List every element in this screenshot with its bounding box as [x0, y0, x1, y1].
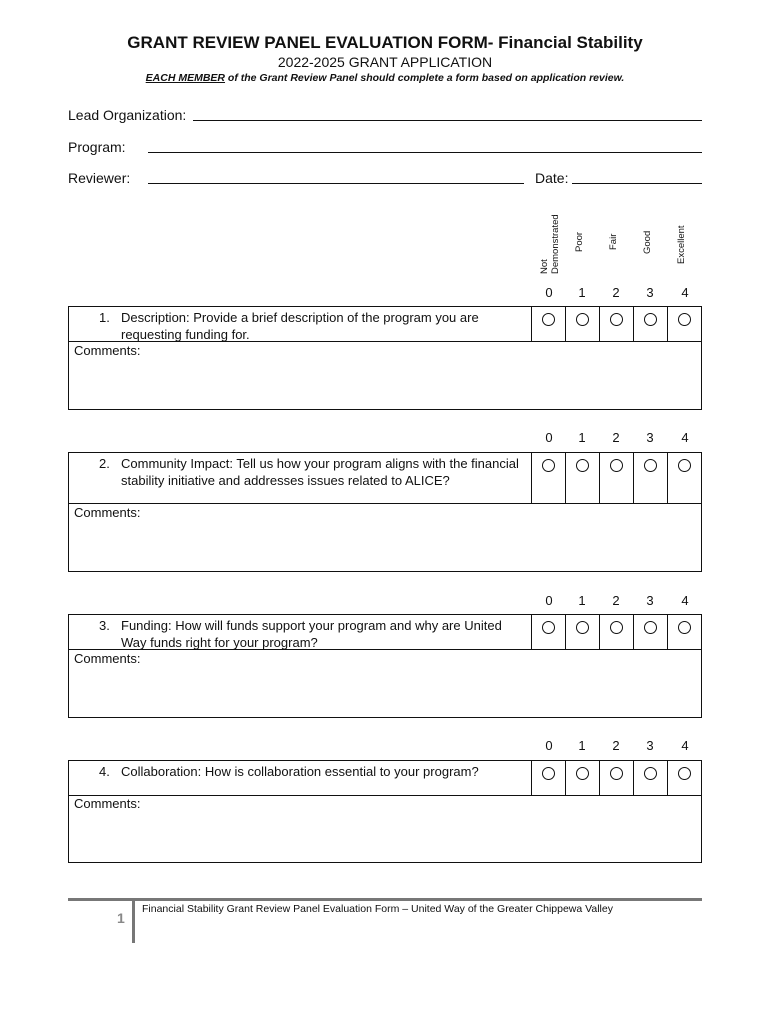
score-3: 3 [646, 285, 654, 300]
radio-cell [532, 761, 566, 796]
comments-label-3: Comments: [74, 651, 141, 666]
instruction-text: of the Grant Review Panel should complete a form based on application review. [225, 72, 625, 84]
score-4: 4 [681, 738, 689, 753]
question-block-3 [68, 614, 702, 718]
score-3: 3 [646, 593, 654, 608]
radio-q4-score-1[interactable] [576, 767, 589, 780]
question-body: Funding: How will funds support your program and why are United Way funds right for your program? [121, 618, 502, 650]
comments-label-4: Comments: [74, 796, 141, 811]
radio-q2-score-0[interactable] [542, 459, 555, 472]
radio-q1-score-0[interactable] [542, 313, 555, 326]
scale-label-not-demonstrated: Not Demonstrated [539, 214, 561, 274]
date-field[interactable] [572, 183, 702, 184]
footer-text: Financial Stability Grant Review Panel Evaluation Form – United Way of the Greater Chippewa Valley [142, 903, 613, 915]
score-4: 4 [681, 285, 689, 300]
question-number: 1. [99, 310, 110, 325]
radio-q3-score-4[interactable] [678, 621, 691, 634]
scale-label-good: Good [642, 230, 653, 254]
score-1: 1 [578, 593, 586, 608]
question-text-1 [69, 307, 532, 342]
score-0: 0 [545, 593, 553, 608]
footer-vertical-divider [132, 899, 135, 943]
question-text-2 [69, 453, 532, 504]
question-block-4 [68, 760, 702, 863]
radio-q2-score-1[interactable] [576, 459, 589, 472]
reviewer-label: Reviewer: [68, 170, 131, 186]
radio-q3-score-0[interactable] [542, 621, 555, 634]
radio-q1-score-4[interactable] [678, 313, 691, 326]
score-1: 1 [578, 738, 586, 753]
scale-label-excellent: Excellent [676, 225, 687, 264]
radio-q3-score-2[interactable] [610, 621, 623, 634]
radio-cell [668, 761, 701, 796]
question-number: 4. [99, 764, 110, 779]
program-label: Program: [68, 139, 126, 155]
question-body: Community Impact: Tell us how your program aligns with the financial stability initiative and addresses issues related to ALICE? [121, 456, 519, 488]
radio-cell [532, 453, 566, 504]
radio-q1-score-3[interactable] [644, 313, 657, 326]
radio-q1-score-2[interactable] [610, 313, 623, 326]
instruction-emphasis: EACH MEMBER [145, 72, 226, 84]
score-0: 0 [545, 430, 553, 445]
radio-q3-score-1[interactable] [576, 621, 589, 634]
radio-cell [600, 453, 634, 504]
radio-cell [634, 761, 668, 796]
radio-cell [634, 307, 668, 342]
radio-q2-score-2[interactable] [610, 459, 623, 472]
footer-divider [68, 898, 702, 901]
score-0: 0 [545, 738, 553, 753]
radio-q4-score-2[interactable] [610, 767, 623, 780]
radio-cell [532, 615, 566, 650]
question-block-2 [68, 452, 702, 572]
score-2: 2 [612, 738, 620, 753]
radio-cell [566, 615, 600, 650]
question-block-1 [68, 306, 702, 410]
comments-label-1: Comments: [74, 343, 141, 358]
footer-page-number: 1 [117, 910, 125, 926]
score-4: 4 [681, 430, 689, 445]
radio-cell [634, 615, 668, 650]
radio-q4-score-3[interactable] [644, 767, 657, 780]
score-4: 4 [681, 593, 689, 608]
program-field[interactable] [148, 152, 702, 153]
radio-q2-score-3[interactable] [644, 459, 657, 472]
radio-q3-score-3[interactable] [644, 621, 657, 634]
radio-q2-score-4[interactable] [678, 459, 691, 472]
score-1: 1 [578, 285, 586, 300]
radio-q1-score-1[interactable] [576, 313, 589, 326]
scale-label-poor: Poor [574, 231, 585, 252]
radio-q4-score-4[interactable] [678, 767, 691, 780]
radio-cell [668, 615, 701, 650]
question-number: 3. [99, 618, 110, 633]
score-3: 3 [646, 738, 654, 753]
radio-cell [566, 307, 600, 342]
form-subtitle: 2022-2025 GRANT APPLICATION [277, 54, 493, 70]
radio-cell [600, 307, 634, 342]
form-title: GRANT REVIEW PANEL EVALUATION FORM- Financial Stability [127, 33, 643, 52]
reviewer-field[interactable] [148, 183, 524, 184]
lead-organization-field[interactable] [193, 120, 702, 121]
lead-organization-label: Lead Organization: [68, 107, 187, 123]
question-text-3 [69, 615, 532, 650]
question-number: 2. [99, 456, 110, 471]
form-instruction [0, 72, 770, 84]
date-label: Date: [535, 170, 569, 186]
score-0: 0 [545, 285, 553, 300]
comments-label-2: Comments: [74, 505, 141, 520]
radio-cell [668, 307, 701, 342]
question-body: Collaboration: How is collaboration essential to your program? [121, 764, 479, 779]
question-text-4 [69, 761, 532, 796]
score-2: 2 [612, 593, 620, 608]
radio-cell [634, 453, 668, 504]
score-3: 3 [646, 430, 654, 445]
radio-cell [668, 453, 701, 504]
radio-cell [566, 761, 600, 796]
radio-cell [600, 615, 634, 650]
radio-cell [532, 307, 566, 342]
score-2: 2 [612, 430, 620, 445]
question-body: Description: Provide a brief description of the program you are requesting funding for. [121, 310, 479, 342]
radio-cell [566, 453, 600, 504]
radio-cell [600, 761, 634, 796]
score-1: 1 [578, 430, 586, 445]
score-2: 2 [612, 285, 620, 300]
scale-label-fair: Fair [608, 233, 619, 250]
radio-q4-score-0[interactable] [542, 767, 555, 780]
